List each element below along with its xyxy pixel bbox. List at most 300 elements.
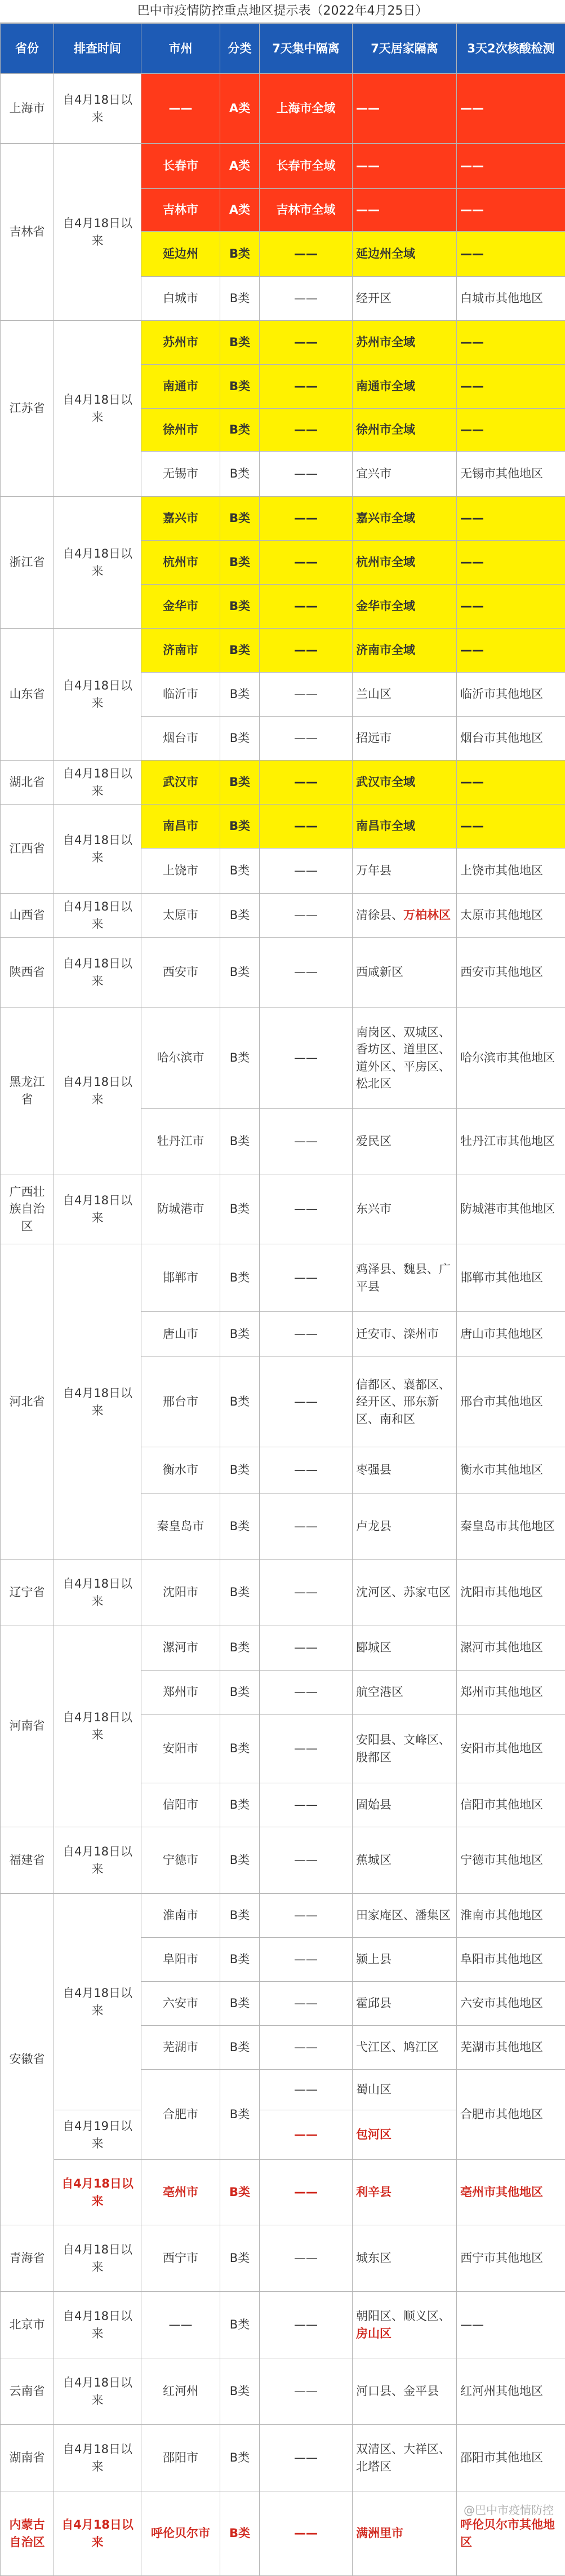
city-cell: 延边州 — [141, 232, 220, 277]
quarantine-cell: 吉林市全域 — [260, 189, 353, 232]
quarantine-cell: —— — [260, 2292, 353, 2358]
nucleic-test-cell: 沈阳市其他地区 — [457, 1560, 565, 1625]
header-city: 市州 — [141, 24, 220, 74]
check-time-cell: 自4月18日以来 — [54, 629, 141, 761]
home-quarantine-cell: 双清区、大祥区、北塔区 — [353, 2425, 457, 2491]
check-time-cell: 自4月18日以来 — [54, 2358, 141, 2425]
quarantine-cell: —— — [260, 2160, 353, 2225]
quarantine-cell: —— — [260, 894, 353, 938]
city-cell: 吉林市 — [141, 189, 220, 232]
nucleic-test-cell: —— — [457, 232, 565, 277]
home-quarantine-cell: 万年县 — [353, 849, 457, 894]
city-cell: 呼伦贝尔市 — [141, 2491, 220, 2576]
province-cell: 云南省 — [1, 2358, 54, 2425]
home-quarantine-cell: 城东区 — [353, 2225, 457, 2292]
nucleic-test-cell: 西安市其他地区 — [457, 938, 565, 1008]
city-cell: 白城市 — [141, 277, 220, 321]
quarantine-cell: 上海市全域 — [260, 74, 353, 144]
city-cell: 安阳市 — [141, 1715, 220, 1783]
check-time-cell: 自4月18日以来 — [54, 1560, 141, 1625]
check-time-cell: 自4月18日以来 — [54, 74, 141, 144]
category-cell: B类 — [220, 2491, 260, 2576]
quarantine-cell: —— — [260, 409, 353, 452]
city-cell: 防城港市 — [141, 1174, 220, 1244]
quarantine-cell: —— — [260, 1560, 353, 1625]
table-row — [1, 2225, 565, 2292]
province-cell: 青海省 — [1, 2225, 54, 2292]
city-cell: 邯郸市 — [141, 1244, 220, 1312]
quarantine-cell: —— — [260, 365, 353, 409]
quarantine-cell: —— — [260, 321, 353, 365]
home-quarantine-cell: 固始县 — [353, 1783, 457, 1827]
category-cell: B类 — [220, 761, 260, 805]
check-time-cell: 自4月18日以来 — [54, 938, 141, 1008]
nucleic-test-cell: 秦皇岛市其他地区 — [457, 1494, 565, 1560]
check-time-cell: 自4月18日以来 — [54, 1827, 141, 1894]
category-cell: B类 — [220, 2292, 260, 2358]
table-header-row — [1, 24, 565, 74]
nucleic-test-cell: 防城港市其他地区 — [457, 1174, 565, 1244]
nucleic-test-cell: —— — [457, 629, 565, 673]
home-quarantine-cell: 田家庵区、潘集区 — [353, 1894, 457, 1938]
table-row — [1, 1625, 565, 1671]
home-quarantine-cell: 徐州市全域 — [353, 409, 457, 452]
header-nucleic-test: 3天2次核酸检测 — [457, 24, 565, 74]
nucleic-test-cell: —— — [457, 365, 565, 409]
city-cell: 漯河市 — [141, 1625, 220, 1671]
category-cell: B类 — [220, 277, 260, 321]
nucleic-test-cell: —— — [457, 189, 565, 232]
category-cell: B类 — [220, 717, 260, 761]
city-cell: 芜湖市 — [141, 2026, 220, 2070]
quarantine-cell: —— — [260, 1494, 353, 1560]
header-category: 分类 — [220, 24, 260, 74]
quarantine-cell: —— — [260, 761, 353, 805]
table-row — [1, 1174, 565, 1244]
province-cell: 浙江省 — [1, 497, 54, 629]
nucleic-test-cell: —— — [457, 761, 565, 805]
quarantine-cell: —— — [260, 805, 353, 849]
city-cell: 无锡市 — [141, 452, 220, 497]
nucleic-test-cell: 宁德市其他地区 — [457, 1827, 565, 1894]
city-cell: 淮南市 — [141, 1894, 220, 1938]
home-quarantine-cell: 颍上县 — [353, 1938, 457, 1982]
quarantine-cell: —— — [260, 1312, 353, 1357]
quarantine-cell: —— — [260, 1357, 353, 1447]
quarantine-cell: 长春市全域 — [260, 144, 353, 189]
quarantine-cell: —— — [260, 1783, 353, 1827]
home-quarantine-cell: 爱民区 — [353, 1109, 457, 1174]
table-row — [1, 805, 565, 849]
table-row — [1, 497, 565, 541]
category-cell: B类 — [220, 673, 260, 717]
header-home-quarantine: 7天居家隔离 — [353, 24, 457, 74]
check-time-cell: 自4月18日以来 — [54, 497, 141, 629]
home-quarantine-cell: 信都区、襄都区、经开区、邢东新区、南和区 — [353, 1357, 457, 1447]
province-cell: 湖南省 — [1, 2425, 54, 2491]
home-quarantine-cell: —— — [353, 74, 457, 144]
category-cell: B类 — [220, 1783, 260, 1827]
nucleic-test-cell: —— — [457, 74, 565, 144]
home-quarantine-cell: 弋江区、鸠江区 — [353, 2026, 457, 2070]
category-cell: B类 — [220, 1938, 260, 1982]
check-time-cell: 自4月18日以来 — [54, 1894, 141, 2110]
district-text: 清徐县、 — [356, 908, 403, 922]
city-cell: 西宁市 — [141, 2225, 220, 2292]
nucleic-test-cell: 无锡市其他地区 — [457, 452, 565, 497]
home-quarantine-cell: 金华市全域 — [353, 585, 457, 629]
category-cell: B类 — [220, 1312, 260, 1357]
table-row — [1, 74, 565, 144]
category-cell: B类 — [220, 1109, 260, 1174]
home-quarantine-cell: 兰山区 — [353, 673, 457, 717]
category-cell: A类 — [220, 144, 260, 189]
table-row — [1, 1827, 565, 1894]
quarantine-cell: —— — [260, 1174, 353, 1244]
quarantine-cell: —— — [260, 1982, 353, 2026]
table-row — [1, 2292, 565, 2358]
city-cell: 嘉兴市 — [141, 497, 220, 541]
city-cell: 上饶市 — [141, 849, 220, 894]
nucleic-test-cell: 哈尔滨市其他地区 — [457, 1008, 565, 1109]
nucleic-test-cell: 漯河市其他地区 — [457, 1625, 565, 1671]
quarantine-cell: —— — [260, 2358, 353, 2425]
province-cell: 辽宁省 — [1, 1560, 54, 1625]
nucleic-test-cell: 西宁市其他地区 — [457, 2225, 565, 2292]
city-cell: 太原市 — [141, 894, 220, 938]
table-row — [1, 2425, 565, 2491]
home-quarantine-cell: 经开区 — [353, 277, 457, 321]
city-cell: 武汉市 — [141, 761, 220, 805]
category-cell: B类 — [220, 1560, 260, 1625]
category-cell: B类 — [220, 1715, 260, 1783]
city-cell: 烟台市 — [141, 717, 220, 761]
check-time-cell: 自4月18日以来 — [54, 1008, 141, 1174]
province-cell: 安徽省 — [1, 1894, 54, 2225]
home-quarantine-cell: 南岗区、双城区、香坊区、道里区、道外区、平房区、松北区 — [353, 1008, 457, 1109]
home-quarantine-cell: 沈河区、苏家屯区 — [353, 1560, 457, 1625]
check-time-cell: 自4月18日以来 — [54, 805, 141, 894]
quarantine-cell: —— — [260, 938, 353, 1008]
city-cell: 牡丹江市 — [141, 1109, 220, 1174]
quarantine-cell: —— — [260, 541, 353, 585]
table-row — [1, 1894, 565, 1938]
page-title: 巴中市疫情防控重点地区提示表（2022年4月25日） — [0, 0, 565, 23]
quarantine-cell: —— — [260, 849, 353, 894]
nucleic-test-cell: 亳州市其他地区 — [457, 2160, 565, 2225]
quarantine-cell: —— — [260, 1671, 353, 1715]
category-cell: B类 — [220, 1447, 260, 1494]
nucleic-test-cell: 唐山市其他地区 — [457, 1312, 565, 1357]
home-quarantine-cell: 满洲里市 — [353, 2491, 457, 2576]
quarantine-cell: —— — [260, 1827, 353, 1894]
nucleic-test-cell: 红河州其他地区 — [457, 2358, 565, 2425]
province-cell: 陕西省 — [1, 938, 54, 1008]
nucleic-test-cell: 白城市其他地区 — [457, 277, 565, 321]
quarantine-cell: —— — [260, 1715, 353, 1783]
home-quarantine-cell: 安阳县、文峰区、殷都区 — [353, 1715, 457, 1783]
check-time-cell: 自4月18日以来 — [54, 1625, 141, 1827]
city-cell: 徐州市 — [141, 409, 220, 452]
category-cell: B类 — [220, 1174, 260, 1244]
nucleic-test-cell: 阜阳市其他地区 — [457, 1938, 565, 1982]
table-row — [1, 629, 565, 673]
quarantine-cell: —— — [260, 629, 353, 673]
category-cell: B类 — [220, 2358, 260, 2425]
quarantine-cell: —— — [260, 452, 353, 497]
category-cell: B类 — [220, 232, 260, 277]
nucleic-test-cell: 邢台市其他地区 — [457, 1357, 565, 1447]
home-quarantine-cell: 西咸新区 — [353, 938, 457, 1008]
category-cell: A类 — [220, 74, 260, 144]
city-cell: 亳州市 — [141, 2160, 220, 2225]
category-cell: B类 — [220, 849, 260, 894]
home-quarantine-cell: —— — [353, 189, 457, 232]
quarantine-cell: —— — [260, 585, 353, 629]
check-time-cell: 自4月18日以来 — [54, 1174, 141, 1244]
nucleic-test-cell: —— — [457, 805, 565, 849]
province-cell: 福建省 — [1, 1827, 54, 1894]
table-row — [1, 2160, 565, 2225]
home-quarantine-cell: —— — [353, 144, 457, 189]
district-text: 朝阳区、顺义区、 — [356, 2309, 451, 2323]
city-cell: 秦皇岛市 — [141, 1494, 220, 1560]
quarantine-cell: —— — [260, 1625, 353, 1671]
category-cell: B类 — [220, 894, 260, 938]
nucleic-test-cell: 太原市其他地区 — [457, 894, 565, 938]
category-cell: B类 — [220, 1244, 260, 1312]
check-time-cell: 自4月18日以来 — [54, 894, 141, 938]
city-cell: 临沂市 — [141, 673, 220, 717]
check-time-cell: 自4月18日以来 — [54, 2491, 141, 2576]
category-cell: B类 — [220, 2160, 260, 2225]
nucleic-test-cell: 信阳市其他地区 — [457, 1783, 565, 1827]
city-cell: 唐山市 — [141, 1312, 220, 1357]
nucleic-test-cell: —— — [457, 321, 565, 365]
category-cell: B类 — [220, 938, 260, 1008]
home-quarantine-cell: 杭州市全域 — [353, 541, 457, 585]
quarantine-cell: —— — [260, 1938, 353, 1982]
quarantine-cell: —— — [260, 2070, 353, 2110]
home-quarantine-cell: 河口县、金平县 — [353, 2358, 457, 2425]
nucleic-test-cell: 呼伦贝尔市其他地区 — [457, 2491, 565, 2576]
home-quarantine-cell — [353, 2292, 457, 2358]
check-time-cell: 自4月18日以来 — [54, 321, 141, 497]
category-cell: B类 — [220, 2026, 260, 2070]
city-cell: 衡水市 — [141, 1447, 220, 1494]
table-row — [1, 1244, 565, 1312]
city-cell: 信阳市 — [141, 1783, 220, 1827]
city-cell: 阜阳市 — [141, 1938, 220, 1982]
city-cell: —— — [141, 74, 220, 144]
province-cell: 江西省 — [1, 805, 54, 894]
nucleic-test-cell: 郑州市其他地区 — [457, 1671, 565, 1715]
home-quarantine-cell: 包河区 — [353, 2110, 457, 2160]
quarantine-cell: —— — [260, 2425, 353, 2491]
category-cell: B类 — [220, 2225, 260, 2292]
category-cell: B类 — [220, 585, 260, 629]
city-cell: 南通市 — [141, 365, 220, 409]
home-quarantine-cell — [353, 894, 457, 938]
city-cell: 合肥市 — [141, 2070, 220, 2160]
city-cell: 哈尔滨市 — [141, 1008, 220, 1109]
table-row — [1, 1008, 565, 1109]
province-cell: 河南省 — [1, 1625, 54, 1827]
category-cell: B类 — [220, 409, 260, 452]
check-time-cell: 自4月18日以来 — [54, 144, 141, 321]
quarantine-cell: —— — [260, 2110, 353, 2160]
quarantine-cell: —— — [260, 2225, 353, 2292]
nucleic-test-cell: 邵阳市其他地区 — [457, 2425, 565, 2491]
header-centralized-quarantine: 7天集中隔离 — [260, 24, 353, 74]
city-cell: 长春市 — [141, 144, 220, 189]
home-quarantine-cell: 利辛县 — [353, 2160, 457, 2225]
city-cell: 六安市 — [141, 1982, 220, 2026]
header-check-time: 排查时间 — [54, 24, 141, 74]
home-quarantine-cell: 招远市 — [353, 717, 457, 761]
province-cell: 江苏省 — [1, 321, 54, 497]
city-cell: 邵阳市 — [141, 2425, 220, 2491]
nucleic-test-cell: 牡丹江市其他地区 — [457, 1109, 565, 1174]
nucleic-test-cell: 烟台市其他地区 — [457, 717, 565, 761]
home-quarantine-cell: 南昌市全域 — [353, 805, 457, 849]
province-cell: 黑龙江省 — [1, 1008, 54, 1174]
province-cell: 湖北省 — [1, 761, 54, 805]
home-quarantine-cell: 武汉市全域 — [353, 761, 457, 805]
category-cell: B类 — [220, 452, 260, 497]
nucleic-test-cell: 衡水市其他地区 — [457, 1447, 565, 1494]
table-row — [1, 2358, 565, 2425]
check-time-cell: 自4月18日以来 — [54, 2160, 141, 2225]
table-row — [1, 894, 565, 938]
category-cell: A类 — [220, 189, 260, 232]
home-quarantine-cell: 卢龙县 — [353, 1494, 457, 1560]
home-quarantine-cell: 延边州全域 — [353, 232, 457, 277]
province-cell: 上海市 — [1, 74, 54, 144]
category-cell: B类 — [220, 629, 260, 673]
nucleic-test-cell: —— — [457, 409, 565, 452]
quarantine-cell: —— — [260, 1447, 353, 1494]
nucleic-test-cell: 六安市其他地区 — [457, 1982, 565, 2026]
category-cell: B类 — [220, 1357, 260, 1447]
table-row — [1, 321, 565, 365]
category-cell: B类 — [220, 1494, 260, 1560]
city-cell: 金华市 — [141, 585, 220, 629]
nucleic-test-cell: 上饶市其他地区 — [457, 849, 565, 894]
quarantine-cell: —— — [260, 1109, 353, 1174]
quarantine-cell: —— — [260, 497, 353, 541]
nucleic-test-cell: 淮南市其他地区 — [457, 1894, 565, 1938]
nucleic-test-cell: —— — [457, 497, 565, 541]
nucleic-test-cell: 芜湖市其他地区 — [457, 2026, 565, 2070]
quarantine-cell: —— — [260, 1244, 353, 1312]
category-cell: B类 — [220, 321, 260, 365]
category-cell: B类 — [220, 541, 260, 585]
city-cell: 邢台市 — [141, 1357, 220, 1447]
category-cell: B类 — [220, 1827, 260, 1894]
table-row — [1, 1560, 565, 1625]
province-cell: 北京市 — [1, 2292, 54, 2358]
home-quarantine-cell: 枣强县 — [353, 1447, 457, 1494]
home-quarantine-cell: 济南市全域 — [353, 629, 457, 673]
check-time-cell: 自4月18日以来 — [54, 2292, 141, 2358]
nucleic-test-cell: —— — [457, 2292, 565, 2358]
quarantine-cell: —— — [260, 2491, 353, 2576]
check-time-cell: 自4月18日以来 — [54, 2425, 141, 2491]
table-row — [1, 938, 565, 1008]
home-quarantine-cell: 宜兴市 — [353, 452, 457, 497]
nucleic-test-cell: 合肥市其他地区 — [457, 2070, 565, 2160]
new-district-text: 房山区 — [356, 2327, 392, 2340]
risk-areas-table — [0, 23, 565, 2576]
city-cell: 济南市 — [141, 629, 220, 673]
category-cell: B类 — [220, 2070, 260, 2160]
quarantine-cell: —— — [260, 232, 353, 277]
province-cell: 山西省 — [1, 894, 54, 938]
home-quarantine-cell: 苏州市全域 — [353, 321, 457, 365]
home-quarantine-cell: 蕉城区 — [353, 1827, 457, 1894]
nucleic-test-cell: 临沂市其他地区 — [457, 673, 565, 717]
province-cell: 广西壮族自治区 — [1, 1174, 54, 1244]
home-quarantine-cell: 东兴市 — [353, 1174, 457, 1244]
check-time-cell: 自4月19日以来 — [54, 2110, 141, 2160]
category-cell: B类 — [220, 805, 260, 849]
check-time-cell: 自4月18日以来 — [54, 2225, 141, 2292]
new-district-text: 万柏林区 — [403, 908, 451, 922]
city-cell: 杭州市 — [141, 541, 220, 585]
city-cell: 苏州市 — [141, 321, 220, 365]
nucleic-test-cell: 安阳市其他地区 — [457, 1715, 565, 1783]
province-cell: 内蒙古自治区 — [1, 2491, 54, 2576]
quarantine-cell: —— — [260, 1894, 353, 1938]
home-quarantine-cell: 蜀山区 — [353, 2070, 457, 2110]
table-row — [1, 761, 565, 805]
nucleic-test-cell: —— — [457, 541, 565, 585]
category-cell: B类 — [220, 1982, 260, 2026]
category-cell: B类 — [220, 1894, 260, 1938]
city-cell: 沈阳市 — [141, 1560, 220, 1625]
home-quarantine-cell: 郾城区 — [353, 1625, 457, 1671]
category-cell: B类 — [220, 1625, 260, 1671]
header-province: 省份 — [1, 24, 54, 74]
city-cell: 宁德市 — [141, 1827, 220, 1894]
quarantine-cell: —— — [260, 277, 353, 321]
category-cell: B类 — [220, 1008, 260, 1109]
city-cell: 郑州市 — [141, 1671, 220, 1715]
city-cell: 南昌市 — [141, 805, 220, 849]
home-quarantine-cell: 霍邱县 — [353, 1982, 457, 2026]
home-quarantine-cell: 鸡泽县、魏县、广平县 — [353, 1244, 457, 1312]
province-cell: 河北省 — [1, 1244, 54, 1560]
quarantine-cell: —— — [260, 1008, 353, 1109]
city-cell: 红河州 — [141, 2358, 220, 2425]
home-quarantine-cell: 南通市全域 — [353, 365, 457, 409]
nucleic-test-cell: 邯郸市其他地区 — [457, 1244, 565, 1312]
home-quarantine-cell: 迁安市、滦州市 — [353, 1312, 457, 1357]
category-cell: B类 — [220, 497, 260, 541]
category-cell: B类 — [220, 365, 260, 409]
home-quarantine-cell: 嘉兴市全域 — [353, 497, 457, 541]
quarantine-cell: —— — [260, 2026, 353, 2070]
watermark: @巴中市疫情防控 — [464, 2501, 554, 2517]
nucleic-test-cell: —— — [457, 585, 565, 629]
province-cell: 山东省 — [1, 629, 54, 761]
quarantine-cell: —— — [260, 673, 353, 717]
quarantine-cell: —— — [260, 717, 353, 761]
check-time-cell: 自4月18日以来 — [54, 761, 141, 805]
city-cell: —— — [141, 2292, 220, 2358]
city-cell: 西安市 — [141, 938, 220, 1008]
